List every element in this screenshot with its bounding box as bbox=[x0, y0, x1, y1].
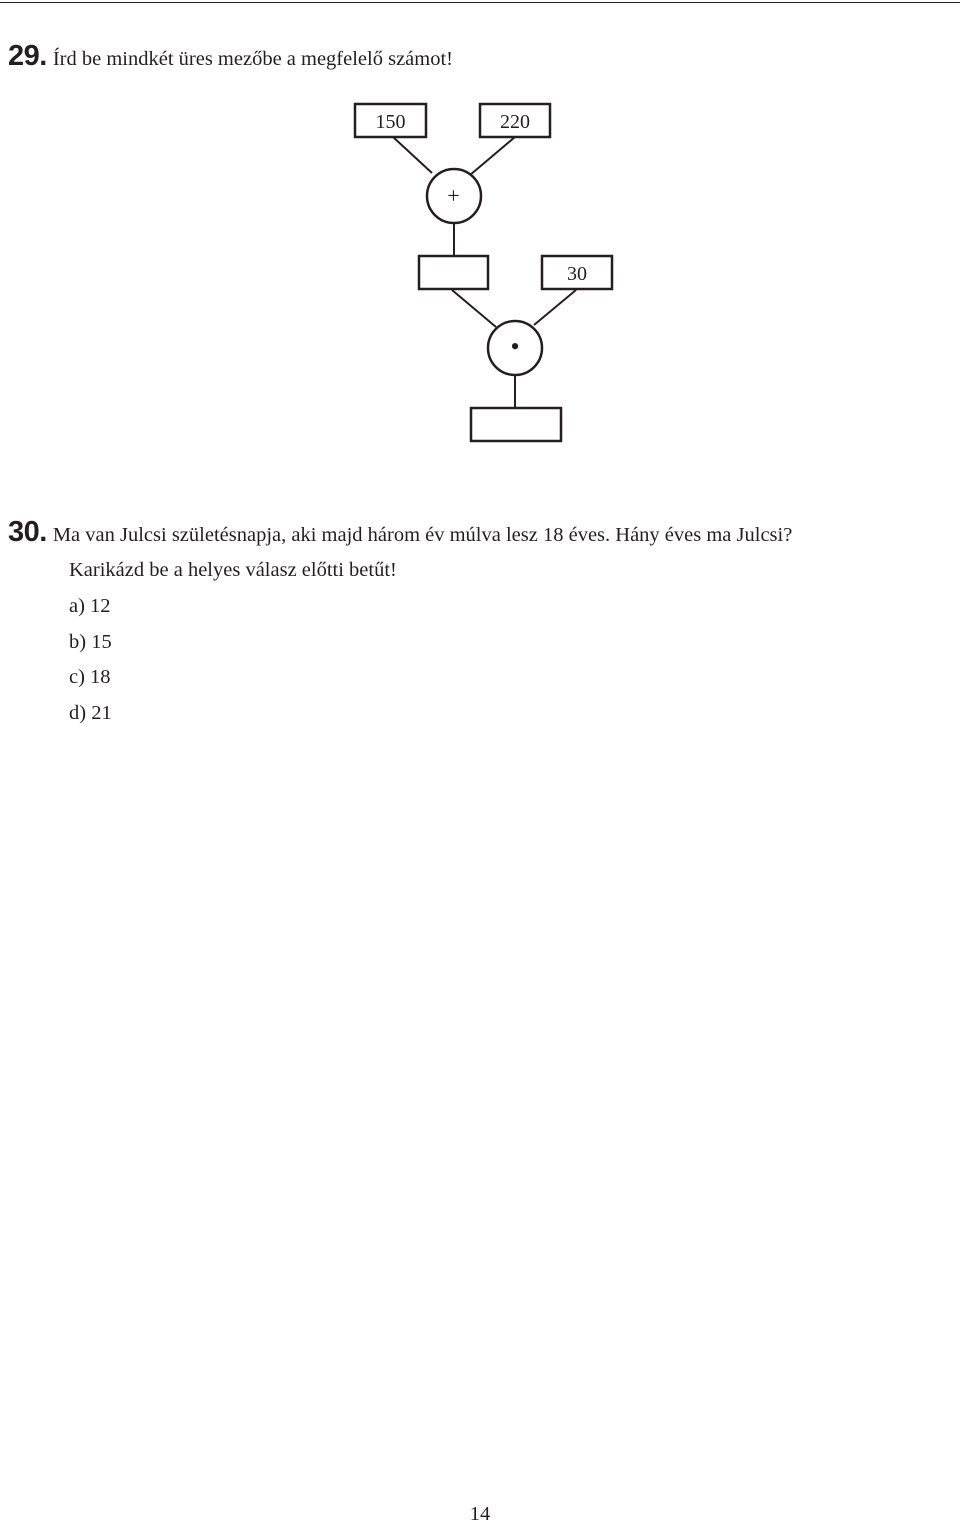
connector-line bbox=[452, 290, 496, 327]
answer-box-1[interactable] bbox=[419, 256, 488, 289]
connector-line bbox=[534, 290, 576, 325]
task-30-instruction: Karikázd be a helyes válasz előtti betűt! bbox=[69, 559, 397, 581]
answer-option-a[interactable]: a) 12 bbox=[69, 595, 111, 617]
connector-line bbox=[393, 137, 432, 173]
input-left-value: 150 bbox=[375, 111, 406, 133]
task-30-question: Ma van Julcsi születésnapja, aki majd három év múlva lesz 18 éves. Hány éves ma Julcsi? bbox=[52, 524, 793, 546]
task-29-text: Írd be mindkét üres mezőbe a megfelelő számot! bbox=[52, 48, 453, 70]
task-29-number: 29. bbox=[8, 40, 47, 72]
answer-options bbox=[69, 594, 112, 736]
answer-option-b[interactable]: b) 15 bbox=[69, 630, 112, 653]
input-third-value: 30 bbox=[567, 263, 587, 285]
plus-icon: + bbox=[447, 183, 460, 208]
task-30-number: 30. bbox=[8, 516, 47, 548]
connector-line bbox=[470, 137, 515, 175]
input-right-value: 220 bbox=[500, 111, 530, 133]
answer-option-c[interactable]: c) 18 bbox=[69, 666, 111, 688]
multiply-dot-icon: • bbox=[510, 332, 520, 361]
answer-option-d[interactable]: d) 21 bbox=[69, 701, 112, 724]
page-number: 14 bbox=[469, 1503, 491, 1525]
answer-box-2[interactable] bbox=[471, 408, 561, 441]
operation-tree-diagram bbox=[0, 0, 960, 460]
task-30-heading bbox=[8, 516, 792, 549]
